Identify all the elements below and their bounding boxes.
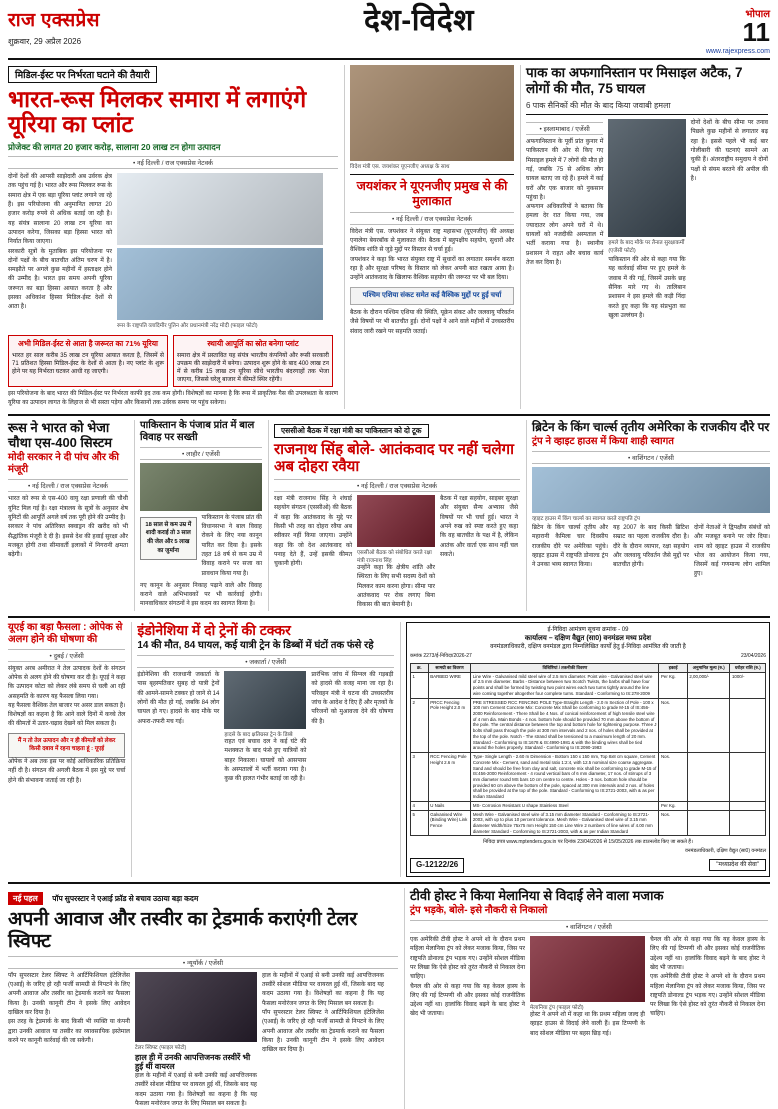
- cell-amount: [687, 810, 730, 836]
- pak-afghan-photo-caption: हमले के बाद मौके पर तैनात सुरक्षाकर्मी (एजेंसी फोटो): [608, 240, 685, 255]
- indonesia-body-3: प्रारंभिक जांच में सिग्नल की गड़बड़ी को हादसे की वजह माना जा रहा है। परिवहन मंत्री ने घटना की उच्चस्तरीय जांच के आदेश दे दिए हैं और मृतकों के परिजनों को मुआवजा देने की घोषणा की है।: [311, 672, 394, 725]
- tv-host-body-3: चैनल की ओर से कहा गया कि यह केवल हास्य के लिए की गई टिप्पणी थी और इसका कोई राजनीतिक उद्देश्य नहीं था। हालांकि विवाद बढ़ने के बाद होस्ट ने खेद भी जताया।: [410, 983, 525, 1018]
- tender-dept-line: ई-निविदा आमंत्रण सूचना क्रमांक - 09: [547, 626, 629, 633]
- masthead-center: [208, 6, 630, 36]
- taylor-tag-row: [8, 888, 398, 906]
- table-row: [410, 698, 765, 752]
- lead-photo-leaders: [117, 248, 323, 320]
- taylor-swift-story: [8, 888, 398, 1109]
- tender-subline: वनमंडलाधिकारी, दक्षिण वनमंडल द्वारा निम्नलिखित कार्यों हेतु ई-निविदा आमंत्रित की जाती है: [490, 644, 686, 651]
- tender-stamp: "मध्यप्रदेश की सेवा": [709, 859, 766, 871]
- pak-afghan-photo-col: [608, 119, 685, 321]
- tender-table: [410, 663, 766, 836]
- indonesia-train-headline: इंडोनेशिया में दो ट्रेनों की टक्कर: [137, 621, 291, 638]
- tv-host-byline: • वाशिंगटन / एजेंसी: [410, 920, 768, 933]
- tv-host-col-3: [650, 936, 765, 1039]
- s400-body-2: सरकार ने पांच अतिरिक्त स्क्वाड्रन की खरीद को भी सैद्धांतिक मंजूरी दे दी है। इससे देश की हवाई सुरक्षा और मजबूत होगी तथा सीमावर्ती इलाकों में निगरानी क्षमता बढ़ेगी।: [8, 524, 128, 559]
- cell-item: PRCC Fencing Pole Height 2.0 m: [428, 698, 471, 752]
- s400-story: [8, 420, 128, 611]
- cell-sn: 5: [410, 810, 428, 836]
- tv-host-story: [404, 888, 768, 1109]
- rajnath-col-2: [357, 495, 435, 610]
- melania-photo: [530, 936, 645, 1002]
- child-marriage-byline: • लाहौर / एजेंसी: [140, 447, 262, 460]
- taylor-col-3: [262, 972, 384, 1109]
- rajnath-columns: [274, 495, 520, 610]
- cell-item: Galvanised Wire (Binding Wire) Link Fence: [428, 810, 471, 836]
- king-charles-story: [526, 420, 770, 611]
- king-charles-col-1: [532, 524, 608, 580]
- rajnath-byline: • नई दिल्ली / राज एक्सप्रेस नेटवर्क: [274, 479, 520, 492]
- cell-sn: 1: [410, 672, 428, 698]
- table-row: [410, 672, 765, 698]
- edition-city: भोपाल: [745, 9, 770, 20]
- king-charles-col-2: [613, 524, 689, 580]
- cell-emd: 1000/-: [730, 672, 766, 698]
- pak-afghan-byline: • इस्लामाबाद / एजेंसी: [526, 122, 603, 135]
- king-charles-columns: [532, 524, 770, 580]
- king-charles-photo: [532, 467, 770, 513]
- king-charles-photo-caption: व्हाइट हाउस में किंग चार्ल्स का स्वागत करते राष्ट्रपति ट्रंप: [532, 515, 641, 522]
- pak-afghan-subhead: 6 पाक सैनिकों की मौत के बाद किया जवाबी हमला: [526, 100, 768, 115]
- indonesia-body-2: राहत एवं बचाव दल ने कई घंटे की मशक्कत के बाद फंसे हुए यात्रियों को बाहर निकाला। घायलों को आसपास के अस्पतालों में भर्ती कराया गया है। कुछ की हालत गंभीर बताई जा रही है।: [224, 739, 307, 783]
- pak-afghan-text-col-1: [526, 119, 603, 321]
- indonesia-col-3: [311, 671, 393, 784]
- uae-opec-body-2: यह फैसला वैश्विक तेल बाजार पर असर डाल सकता है। विशेषज्ञों का कहना है कि आने वाले दिनों में कच्चे तेल की कीमतों में उतार-चढ़ाव देखने को मिल सकता है।: [8, 702, 126, 728]
- rajnath-body-1: रक्षा मंत्री राजनाथ सिंह ने शंघाई सहयोग संगठन (एससीओ) की बैठक में कहा कि आतंकवाद के मुद्दे पर किसी भी तरह का दोहरा रवैया अब स्वीकार नहीं किया जाएगा। उन्होंने कहा कि जो देश आतंकवाद को पनाह देते हैं, उन्हें इसकी कीमत चुकानी होगी।: [274, 496, 352, 568]
- rajnath-col-3: [440, 495, 518, 610]
- cell-sn: 2: [410, 698, 428, 752]
- tender-col-item: सामग्री का विवरण: [428, 664, 471, 673]
- cell-unit: Nos.: [659, 698, 687, 752]
- indonesia-train-columns: [137, 671, 394, 784]
- cell-emd: [730, 810, 766, 836]
- tender-col-emd: धरोहर राशि (रु.): [730, 664, 766, 673]
- rajnath-headline: राजनाथ सिंह बोले- आतंकवाद पर नहीं चलेगा अब दोहरा रवैया: [274, 440, 515, 476]
- cell-spec: Mesh Wire - Galvanised steel wire of 3.15 mm diameter Standard - Conforming to IS:2721-2003, with up to plus 10 percent tolerance. Mesh Wire - Galvanised steel wire of 3.15 mm diameter Width/Size 75x75 mm Height 150 cm Line Wire 2 numbers of line wires of 4.00 mm diameter Standard - Conforming to IS:2721-2003, with & as per Indian Standard: [471, 810, 659, 836]
- cell-spec: PRE STRESSED RCC FENCING POLE Type-Straight Length - 2.0 m Section of Pole - 100 x 100 mm Cement Concrete Mix: Concrete Mix Shall be conforming to grade M-15 of IS:456-2000 Reinforcement - There Shall be 4 Nos. of conical reinforcement of high tensile steel wire of 4 mm dia. Main Bonds - 4 nos. bottom hole should be provided 70 mm above the bottom of the pole. The central distance between the top and bottom hole for tightening purpose. Three J bolts shall pass through the pole at 300 mm intervals and 2 nos. of holes shall be provided at the top of the pole. Notch - The strand shall be tensioned to a maximum length of 20 mm. Standard - Conforming to IS:1678 & IS:4990-1981 & with the binding wires shall be tied around the holes properly. Standard - Conforming to IS:2090-1983: [471, 698, 659, 752]
- tv-host-body-1: एक अमेरिकी टीवी होस्ट ने अपने शो के दौरान प्रथम महिला मेलानिया ट्रंप को लेकर मजाक किया, जिस पर राष्ट्रपति डोनाल्ड ट्रंप भड़क गए। उन्होंने सोशल मीडिया पर लिखा कि ऐसे होस्ट को तुरंत नौकरी से निकाल देना चाहिए।: [410, 937, 525, 981]
- lead-box-1-text: भारत हर साल करीब 35 लाख टन यूरिया आयात करता है, जिसमें से 71 प्रतिशत हिस्सा मिडिल-ईस्ट के देशों से आता है। नए प्लांट के शुरू होने पर यह निर्भरता घटकर आधी रह जाएगी।: [12, 353, 164, 376]
- cell-amount: 2,00,000/-: [687, 672, 730, 698]
- pak-afghan-body-2: अफगान अधिकारियों ने बताया कि हमला देर रात किया गया, जब ज्यादातर लोग अपने घरों में थे। घायलों को नजदीकी अस्पताल में भर्ती कराया गया है। स्थानीय प्रशासन ने राहत और बचाव कार्य तेज कर दिया है।: [526, 204, 604, 266]
- child-marriage-story: [134, 420, 262, 611]
- indonesia-train-photo: [224, 671, 306, 729]
- taylor-kicker: पॉप सुपरस्टार ने एआई फ्रॉड से बचाव उठाया बड़ा कदम: [52, 893, 199, 903]
- page-number: 11: [742, 17, 770, 47]
- tv-host-photo-caption: मेलानिया ट्रंप (फाइल फोटो): [530, 1005, 584, 1012]
- jaishankar-headline: जयशंकर ने यूएनजीए प्रमुख से की मुलाकात: [356, 178, 508, 208]
- rajnath-body-3: बैठक में रक्षा सहयोग, साइबर सुरक्षा और संयुक्त सैन्य अभ्यास जैसे विषयों पर भी चर्चा हुई। भारत ने अपने रुख को स्पष्ट करते हुए कहा कि वह बातचीत के पक्ष में है, लेकिन आतंक और वार्ता एक साथ नहीं चल सकते।: [440, 496, 518, 558]
- taylor-col-1: [8, 972, 130, 1109]
- tender-col-spec: विशिष्टियां / तकनीकी विवरण: [471, 664, 659, 673]
- cell-unit: Nos.: [659, 753, 687, 802]
- child-marriage-body-2: नए कानून के अनुसार निकाह पढ़ाने वाले और विवाह कराने वाले अभिभावकों पर भी कार्रवाई होगी। मानवाधिकार संगठनों ने इस कदम का स्वागत किया है।: [140, 582, 262, 608]
- lead-kicker: मिडिल-ईस्ट पर निर्भरता घटाने की तैयारी: [8, 66, 157, 83]
- lead-box-1-title: अभी मिडिल-ईस्ट से आता है जरूरत का 71% यूरिया: [18, 339, 158, 349]
- tender-col-amount: अनुमानित मूल्य (रु.): [687, 664, 730, 673]
- tender-ref: कमांक 2273/ई-निविदा/2026-27: [409, 653, 472, 660]
- tender-col-sn: क्र.: [410, 664, 428, 673]
- tender-advertisement: [400, 622, 770, 877]
- king-charles-col-3: [694, 524, 770, 580]
- tender-meta: [410, 653, 766, 660]
- pak-afghan-columns: [526, 119, 768, 321]
- king-charles-body-3: दोनों नेताओं ने द्विपक्षीय संबंधों को और मजबूत बनाने पर जोर दिया। शाम को व्हाइट हाउस में राजकीय भोज का आयोजन किया गया, जिसमें कई गणमान्य लोग शामिल हुए।: [694, 524, 770, 578]
- king-charles-headline: ब्रिटेन के किंग चार्ल्स तृतीय अमेरिका के राजकीय दौरे पर: [532, 419, 770, 434]
- divider: [350, 174, 514, 175]
- taylor-body-5: पॉप सुपरस्टार टेलर स्विफ्ट ने आर्टिफिशियल इंटेलिजेंस (एआई) के जरिए हो रही फर्जी सामग्री से निपटने के लिए अपनी आवाज और तस्वीर का ट्रेडमार्क कराने का फैसला किया है। उनकी कानूनी टीम ने इसके लिए आवेदन दाखिल कर दिया है।: [262, 1009, 384, 1054]
- jaishankar-pullquote: पश्चिम एशिया संकट समेत कई वैश्विक मुद्दों पर हुई चर्चा: [350, 287, 514, 304]
- indonesia-train-byline: • जकार्ता / एजेंसी: [137, 655, 394, 668]
- indonesia-col-1: [137, 671, 219, 784]
- lead-text-column: [8, 173, 112, 329]
- rajnath-story: [268, 420, 520, 611]
- indonesia-train-subhead: 14 की मौत, 84 घायल, कई यात्री ट्रेन के डिब्बों में घंटों तक फंसे रहे: [137, 640, 374, 652]
- publication-date: शुक्रवार, 29 अप्रैल 2026: [8, 37, 82, 46]
- child-marriage-box: 18 साल से कम उम्र में शादी कराई तो 3 साल की जेल और 5 लाख का जुर्माना: [140, 517, 197, 560]
- tender-office: कार्यालय – दक्षिण वैद्युत (सा0) वनमंडल मध्य प्रदेश: [524, 634, 652, 642]
- king-charles-byline: • वाशिंगटन / एजेंसी: [532, 451, 770, 464]
- taylor-body-3: इस तरह के ट्रेडमार्क के बाद किसी भी व्यक्ति या कंपनी द्वारा उनकी आवाज या तस्वीर का व्यावसायिक इस्तेमाल करने पर कानूनी कार्रवाई की जा सकेगी।: [8, 1019, 130, 1044]
- cell-sn: 3: [410, 753, 428, 802]
- lead-boxes-row: [8, 332, 338, 387]
- second-band: [8, 414, 770, 611]
- uae-opec-body-1: संयुक्त अरब अमीरात ने तेल उत्पादक देशों के संगठन ओपेक से अलग होने की घोषणा कर दी है। यूएई ने कहा कि उत्पादन कोटा को लेकर लंबे समय से चली आ रही असहमति के कारण यह फैसला लिया गया।: [8, 665, 126, 700]
- lead-body-1: दोनों देशों की आपसी साझेदारी अब उर्वरक क्षेत्र तक पहुंच गई है। भारत और रूस मिलकर रूस के समारा क्षेत्र में एक बड़ा यूरिया प्लांट लगाने जा रहे हैं। इस परियोजना की अनुमानित लागत 20 हजार करोड़ रुपये से अधिक बताई जा रही है। यह संयंत्र सालाना 20 लाख टन यूरिया का उत्पादन करेगा, जिसका बड़ा हिस्सा भारत को निर्यात किया जाएगा।: [8, 174, 112, 246]
- child-marriage-text-col: [202, 514, 262, 579]
- tender-header: [410, 626, 766, 652]
- masthead-left: [8, 6, 208, 47]
- fourth-band: [8, 882, 770, 1109]
- taylor-tag: नई पहल: [8, 892, 43, 905]
- table-row: [410, 810, 765, 836]
- tv-host-col-1: [410, 936, 525, 1039]
- uae-opec-pullquote: मैं न तो तेल उत्पादन और न ही कीमतों को लेकर किसी दबाव में रहना चाहता हूं : यूएई: [8, 733, 125, 758]
- lead-box-1: [8, 335, 168, 387]
- taylor-col-2: [135, 972, 257, 1109]
- lead-body-2: सरकारी सूत्रों के मुताबिक इस परियोजना पर दोनों पक्षों के बीच बातचीत अंतिम चरण में है। समझौते पर अगले कुछ महीनों में हस्ताक्षर होने की उम्मीद है। भारत इस समय अपनी यूरिया जरूरत का बड़ा हिस्सा आयात करता है और इसका अधिकांश हिस्सा मिडिल-ईस्ट देशों से आता है।: [8, 248, 112, 311]
- cell-item: BARBED WIRE: [428, 672, 471, 698]
- s400-byline: • नई दिल्ली / राज एक्सप्रेस नेटवर्क: [8, 479, 128, 492]
- jaishankar-photo-caption: विदेश मंत्री एस. जयशंकर यूएनजीए अध्यक्ष के साथ: [350, 163, 450, 170]
- cell-spec: Type- Single Length - 2.60 m Dimension - Bottom 150 x 150 mm, Top 8x8 cm square, Cement Concrete Mix - Cement, sand and metal ratio 1:2:4, with 12.5 nominal size coarse aggregate. Sand and should be free from clay and salt, concrete mix shall be conforming to grade M-15 of IS:456-2000 Reinforcement - 4 round vertical bars of 6 mm diameter, 17 nos. of stirrups of 3 mm diameter round MS bars 10 cm centre to centre. Holes - 3 nos. bottom hole should be provided 60 cm above the bottom of the pole, spaced at 300 mm intervals and 2 nos. of holes shall be provided at the top of the pole. Standard - Conforming to IS:2721-2003, with & as per Indian Standard: [471, 753, 659, 802]
- lead-photo-caption: रूस के राष्ट्रपति व्लादिमीर पुतिन और प्रधानमंत्री नरेंद्र मोदी (फाइल फोटो): [117, 323, 258, 330]
- website-url: www.rajexpress.com: [705, 47, 770, 55]
- lead-box-2-text: समारा क्षेत्र में प्रस्तावित यह संयंत्र भारतीय कंपनियों और रूसी सरकारी उपक्रम की साझेदारी में बनेगा। उत्पादन शुरू होने के बाद 400 लाख टन में से करीब 15 लाख टन यूरिया सीधे भारतीय बंदरगाहों तक भेजा जाएगा, जिससे घरेलू बाजार में कीमतें स्थिर रहेंगी।: [177, 353, 329, 384]
- lead-headline: भारत-रूस मिलकर समारा में लगाएंगे यूरिया का प्लांट: [8, 85, 307, 138]
- third-band: [8, 616, 770, 877]
- cell-sn: 4: [410, 801, 428, 810]
- jaishankar-body-2: जयशंकर ने कहा कि भारत संयुक्त राष्ट्र में सुधारों का लगातार समर्थन करता रहा है और सुरक्षा परिषद के विस्तार को लेकर अपनी बात रखता आया है। उन्होंने आतंकवाद के खिलाफ वैश्विक सहयोग की जरूरत पर भी बल दिया।: [350, 256, 514, 282]
- lead-body-3: इस परियोजना के बाद भारत की मिडिल-ईस्ट पर निर्भरता काफी हद तक कम होगी। विशेषज्ञों का मानना है कि रूस में प्राकृतिक गैस की उपलब्धता के कारण यूरिया का उत्पादन लागत के लिहाज से भी सस्ता पड़ेगा और किसानों तक उर्वरक समय पर पहुंच सकेगा।: [8, 391, 338, 407]
- tender-footer: [410, 858, 766, 873]
- king-charles-subhead: ट्रंप ने व्हाइट हाउस में किया शाही स्वागत: [532, 435, 674, 447]
- cell-amount: [687, 698, 730, 752]
- taylor-subhead: हाल ही में उनकी आपत्तिजनक तस्वीरें भी हुई थीं वायरल: [135, 1052, 251, 1072]
- child-marriage-body-1: पाकिस्तान के पंजाब प्रांत की विधानसभा ने बाल विवाह रोकने के लिए नया कानून पारित कर दिया है। इसके तहत 18 वर्ष से कम उम्र में विवाह कराने पर सजा का प्रावधान किया गया है।: [201, 514, 262, 577]
- lead-kicker-row: [8, 65, 338, 83]
- tv-host-headline: टीवी होस्ट ने किया मेलानिया से विदाई लेने वाला मजाक: [410, 887, 664, 903]
- lead-photo-fertilizer: [117, 173, 323, 245]
- top-band: [8, 65, 770, 409]
- tender-note: निविदा प्रपत्र www.mptenders.gov.in पर दिनांक 23/04/2026 से 15/05/2026 तक डाउनलोड किए जा सकते हैं।: [483, 839, 693, 846]
- cell-unit: Per Kg.: [659, 672, 687, 698]
- rajnath-col-1: [274, 495, 352, 610]
- tender-table-header-row: [410, 664, 765, 673]
- tender-col-unit: इकाई: [659, 664, 687, 673]
- cell-spec: MS- Corrosion Resistant U shape Stainless Steel: [471, 801, 659, 810]
- tv-host-col-2: [530, 936, 645, 1039]
- tender-box: [406, 622, 770, 877]
- lead-box-2: [173, 335, 333, 387]
- s400-headline: रूस ने भारत को भेजा चौथा एस-400 सिस्टम: [8, 419, 113, 451]
- king-charles-body-1: ब्रिटेन के किंग चार्ल्स तृतीय और महारानी कैमिला चार दिवसीय राजकीय दौरे पर अमेरिका पहुंचे। व्हाइट हाउस में राष्ट्रपति डोनाल्ड ट्रंप ने उनका भव्य स्वागत किया।: [532, 524, 608, 569]
- pak-afghan-body-1: अफगानिस्तान के पूर्वी प्रांत कुनार में पाकिस्तान की ओर से किए गए मिसाइल हमले में 7 लोगों की मौत हो गई, जबकि 75 से अधिक लोग घायल बताए जा रहे हैं। हमले में कई घरों और एक बाजार को नुकसान पहुंचा है।: [526, 139, 604, 201]
- lead-subhead: प्रोजेक्ट की लागत 20 हजार करोड़, सालाना 20 लाख टन होगा उत्पादन: [8, 142, 221, 153]
- s400-body-1: भारत को रूस से एस-400 वायु रक्षा प्रणाली की चौथी यूनिट मिल गई है। रक्षा मंत्रालय के सूत्रों के अनुसार शेष यूनिटों की आपूर्ति अगले वर्ष तक पूरी होने की उम्मीद है।: [8, 496, 128, 522]
- rajnath-photo: [357, 495, 435, 547]
- tender-date: 23/04/2026: [740, 653, 766, 660]
- table-row: [410, 753, 765, 802]
- child-marriage-headline: पाकिस्तान के पंजाब प्रांत में बाल विवाह पर सख्ती: [140, 419, 255, 443]
- lead-photo-column: [117, 173, 323, 329]
- tv-host-subhead: ट्रंप भड़के, बोले- इसे नौकरी से निकालो: [410, 905, 548, 917]
- child-marriage-columns: [140, 514, 262, 579]
- taylor-byline: • न्यूयॉर्क / एजेंसी: [8, 956, 398, 969]
- taylor-body-1: पॉप सुपरस्टार टेलर स्विफ्ट ने आर्टिफिशियल इंटेलिजेंस (एआई) के जरिए हो रही फर्जी सामग्री से निपटने के लिए अपनी आवाज और तस्वीर का ट्रेडमार्क कराने का फैसला किया है। उनकी कानूनी टीम ने इसके लिए आवेदन दाखिल कर दिया है।: [8, 972, 130, 1016]
- jaishankar-body-3: बैठक के दौरान पश्चिम एशिया की स्थिति, यूक्रेन संकट और जलवायु परिवर्तन जैसे विषयों पर भी बातचीत हुई। दोनों पक्षों ने आने वाले महीनों में उच्चस्तरीय संवाद जारी रखने पर सहमति जताई।: [350, 309, 514, 335]
- cell-spec: Line Wire - Galvanised mild steel wire of 2.5 mm diameter. Point wire - Galvanised steel wire of 2.5 mm diameter. Barbs - Distance between two Scotch Twists, the barbs shall have four points and shall be formed by twisting two point wires each two turns tightly around the line wire coming together altogether four complete turns. Standard - Conforming to IS:278-2009: [471, 672, 659, 698]
- cell-unit: Per Kg.: [659, 801, 687, 810]
- publication-logo: राज एक्सप्रेस: [8, 10, 100, 31]
- pak-afghan-body-4: दोनों देशों के बीच सीमा पर तनाव पिछले कुछ महीनों से लगातार बढ़ रहा है। इससे पहले भी कई बार गोलीबारी की घटनाएं सामने आ चुकी हैं। अंतरराष्ट्रीय समुदाय ने दोनों पक्षों से संयम बरतने की अपील की है।: [690, 120, 768, 182]
- masthead-right: [630, 6, 770, 55]
- indonesia-body-1: इंडोनेशिया की राजधानी जकार्ता के पास बृहस्पतिवार सुबह दो यात्री ट्रेनों की आमने-सामने टक्कर हो जाने से 14 लोगों की मौत हो गई, जबकि 84 लोग घायल हो गए। हादसे के बाद मौके पर अफरा-तफरी मच गई।: [137, 672, 220, 725]
- jaishankar-body-1: विदेश मंत्री एस. जयशंकर ने संयुक्त राष्ट्र महासभा (यूएनजीए) की अध्यक्ष एनालेना बेयरबॉक से मुलाकात की। बैठक में बहुपक्षीय सहयोग, सुधारों और वैश्विक शांति से जुड़े मुद्दों पर विस्तार से चर्चा हुई।: [350, 228, 514, 254]
- lead-story: [8, 65, 338, 409]
- pak-afghan-photo: [608, 119, 685, 237]
- indonesia-train-photo-caption: हादसे के बाद क्षतिग्रस्त ट्रेन के डिब्बे: [224, 732, 293, 739]
- indonesia-train-story: [131, 622, 394, 877]
- indonesia-col-2: [224, 671, 306, 784]
- tv-host-body-5: एक अमेरिकी टीवी होस्ट ने अपने शो के दौरान प्रथम महिला मेलानिया ट्रंप को लेकर मजाक किया, जिस पर राष्ट्रपति डोनाल्ड ट्रंप भड़क गए। उन्होंने सोशल मीडिया पर लिखा कि ऐसे होस्ट को तुरंत नौकरी से निकाल देना चाहिए।: [650, 974, 765, 1018]
- uae-opec-headline: यूएई का बड़ा फैसला : ओपेक से अलग होने की घोषणा की: [8, 621, 123, 645]
- lead-byline: • नई दिल्ली / राज एक्सप्रेस नेटवर्क: [8, 156, 338, 169]
- rajnath-kicker: एससीओ बैठक में रक्षा मंत्री का पाकिस्तान को दो टूक: [274, 424, 429, 438]
- tender-gcode: G-12122/26: [410, 858, 464, 873]
- s400-subhead: मोदी सरकार ने दी पांच और की मंजूरी: [8, 452, 120, 476]
- cell-amount: [687, 753, 730, 802]
- cell-emd: [730, 698, 766, 752]
- taylor-columns: [8, 972, 398, 1109]
- pak-afghan-text-col-3: [691, 119, 768, 321]
- jaishankar-photo: [350, 65, 514, 161]
- uae-opec-story: [8, 622, 125, 877]
- lead-box-2-title: स्थायी आपूर्ति का स्रोत बनेगा प्लांट: [207, 339, 299, 349]
- pak-afghan-body-3: पाकिस्तान की ओर से कहा गया कि यह कार्रवाई सीमा पर हुए हमले के जवाब में की गई, जिसमें उसके छह सैनिक मारे गए थे। तालिबान प्रशासन ने इस हमले की कड़ी निंदा करते हुए कहा कि यह संप्रभुता का खुला उल्लंघन है।: [608, 257, 686, 319]
- masthead: [8, 6, 770, 60]
- cell-item: U Nails: [428, 801, 471, 810]
- cell-unit: Nos.: [659, 810, 687, 836]
- pak-afghan-headline: पाक का अफगानिस्तान पर मिसाइल अटैक, 7 लोगों की मौत, 75 घायल: [526, 64, 743, 96]
- child-marriage-box-col: [140, 514, 197, 579]
- tv-host-body-2: होस्ट ने अपने शो में कहा था कि प्रथम महिला जल्द ही व्हाइट हाउस से विदाई लेने वाली हैं। इस टिप्पणी के बाद सोशल मीडिया पर बहस छिड़ गई।: [530, 1012, 645, 1037]
- king-charles-body-2: यह 2007 के बाद किसी ब्रिटिश सम्राट का पहला राजकीय दौरा है। दौरे के दौरान व्यापार, रक्षा सहयोग और जलवायु परिवर्तन जैसे मुद्दों पर बातचीत होगी।: [613, 524, 689, 569]
- cell-emd: [730, 753, 766, 802]
- uae-opec-byline: • दुबई / एजेंसी: [8, 649, 125, 662]
- s400-photo: [140, 463, 262, 511]
- taylor-headline: अपनी आवाज और तस्वीर का ट्रेडमार्क कराएंगी टेलर स्विफ्ट: [8, 908, 358, 952]
- cell-emd: [730, 801, 766, 810]
- tv-host-columns: [410, 936, 768, 1039]
- taylor-body-2: हाल के महीनों में एआई से बनी उनकी कई आपत्तिजनक तस्वीरें सोशल मीडिया पर वायरल हुई थीं, जिसके बाद यह कदम उठाया गया है। विशेषज्ञों का कहना है कि यह फैसला मनोरंजन जगत के लिए मिसाल बन सकता है।: [135, 1072, 257, 1107]
- rajnath-photo-caption: एससीओ बैठक को संबोधित करते रक्षा मंत्री राजनाथ सिंह: [357, 550, 432, 565]
- cell-item: RCC Fencing Pole Height 2.6 m: [428, 753, 471, 802]
- jaishankar-byline: • नई दिल्ली / राज एक्सप्रेस नेटवर्क: [350, 212, 514, 225]
- cell-amount: [687, 801, 730, 810]
- jaishankar-story: [344, 65, 514, 409]
- pak-afghan-story: [520, 65, 768, 409]
- tender-signature: वनमंडलाधिकारी, दक्षिण वैद्युत (सा0) वनमंडल: [684, 848, 766, 855]
- taylor-body-4: हाल के महीनों में एआई से बनी उनकी कई आपत्तिजनक तस्वीरें सोशल मीडिया पर वायरल हुई थीं, जिसके बाद यह कदम उठाया गया है। विशेषज्ञों का कहना है कि यह फैसला मनोरंजन जगत के लिए मिसाल बन सकता है।: [262, 972, 384, 1007]
- uae-opec-body-3: ओपेक ने अब तक इस पर कोई आधिकारिक प्रतिक्रिया नहीं दी है। संगठन की अगली बैठक में इस मुद्दे पर चर्चा होने की संभावना जताई जा रही है।: [8, 759, 126, 784]
- tv-host-body-4: चैनल की ओर से कहा गया कि यह केवल हास्य के लिए की गई टिप्पणी थी और इसका कोई राजनीतिक उद्देश्य नहीं था। हालांकि विवाद बढ़ने के बाद होस्ट ने खेद भी जताया।: [650, 937, 765, 971]
- lead-columns: [8, 173, 338, 329]
- section-title: देश-विदेश: [363, 4, 475, 37]
- table-row: [410, 801, 765, 810]
- taylor-photo-caption: टेलर स्विफ्ट (फाइल फोटो): [135, 1044, 187, 1051]
- taylor-swift-photo: [135, 972, 257, 1042]
- rajnath-body-2: उन्होंने कहा कि क्षेत्रीय शांति और स्थिरता के लिए सभी सदस्य देशों को मिलकर काम करना होगा। सीमा पार आतंकवाद पर रोक लगाए बिना विकास की बात बेमानी है।: [357, 565, 435, 609]
